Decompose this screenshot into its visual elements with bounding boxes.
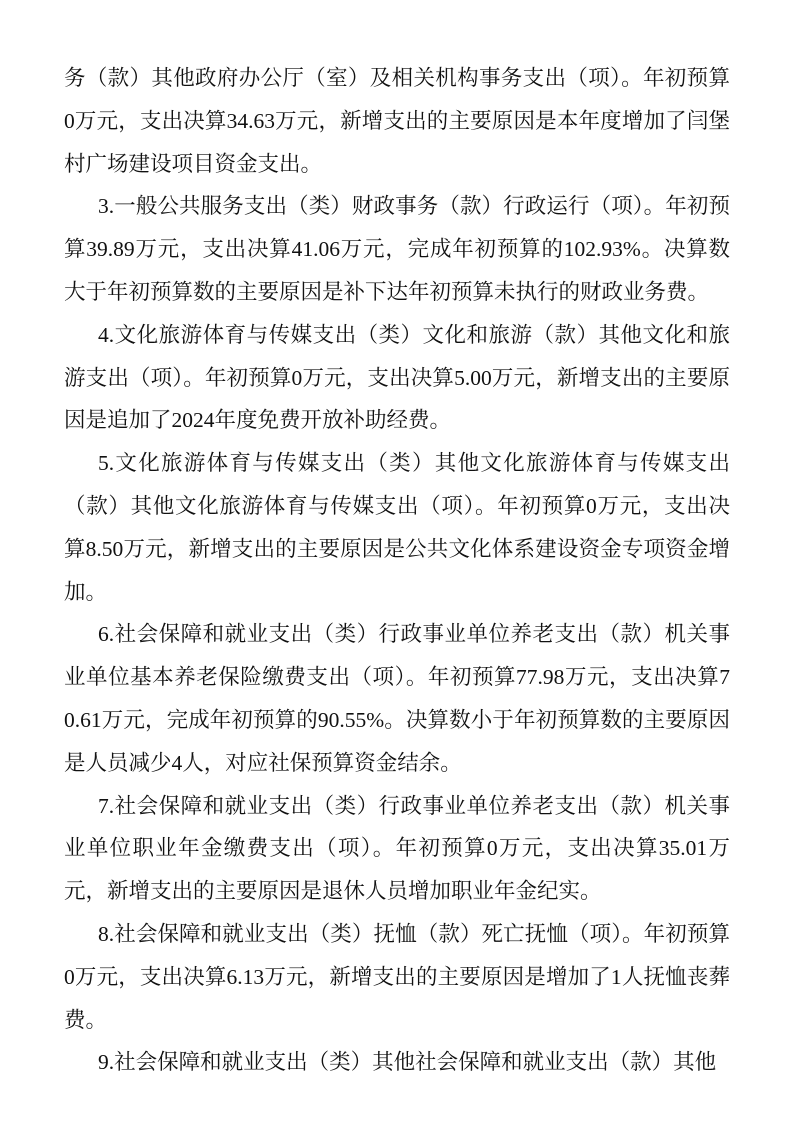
- paragraph-item7: 7.社会保障和就业支出（类）行政事业单位养老支出（款）机关事业单位职业年金缴费支出（项）。年初预算0万元，支出决算35.01万元，新增支出的主要原因是退休人员增加职业年金纪实。: [64, 793, 730, 904]
- paragraph-item3: 3.一般公共服务支出（类）财政事务（款）行政运行（项）。年初预算39.89万元，支出决算41.06万元，完成年初预算的102.93%。决算数大于年初预算数的主要原因是补下达年初预算未执行的财政业务费。: [64, 194, 730, 304]
- paragraph-item5: 5.文化旅游体育与传媒支出（类）其他文化旅游体育与传媒支出（款）其他文化旅游体育与传媒支出（项）。年初预算0万元，支出决算8.50万元，新增支出的主要原因是公共文化体系建设资金专项资金增加。: [64, 451, 730, 604]
- paragraph-item9-truncated: 9.社会保障和就业支出（类）其他社会保障和就业支出（款）其他: [98, 1050, 717, 1075]
- paragraph-item6: 6.社会保障和就业支出（类）行政事业单位养老支出（款）机关事业单位基本养老保险缴费支出（项）。年初预算77.98万元，支出决算70.61万元，完成年初预算的90.55%。决算数小于年初预算数的主要原因是人员减少4人，对应社保预算资金结余。: [64, 622, 730, 775]
- paragraph-item4: 4.文化旅游体育与传媒支出（类）文化和旅游（款）其他文化和旅游支出（项）。年初预算0万元，支出决算5.00万元，新增支出的主要原因是追加了2024年度免费开放补助经费。: [64, 322, 730, 433]
- paragraph-item8: 8.社会保障和就业支出（类）抚恤（款）死亡抚恤（项）。年初预算0万元，支出决算6.13万元，新增支出的主要原因是增加了1人抚恤丧葬费。: [64, 921, 730, 1032]
- paragraph-continuation-item2: 务（款）其他政府办公厅（室）及相关机构事务支出（项）。年初预算0万元，支出决算34.63万元，新增支出的主要原因是本年度增加了闫堡村广场建设项目资金支出。: [64, 66, 730, 176]
